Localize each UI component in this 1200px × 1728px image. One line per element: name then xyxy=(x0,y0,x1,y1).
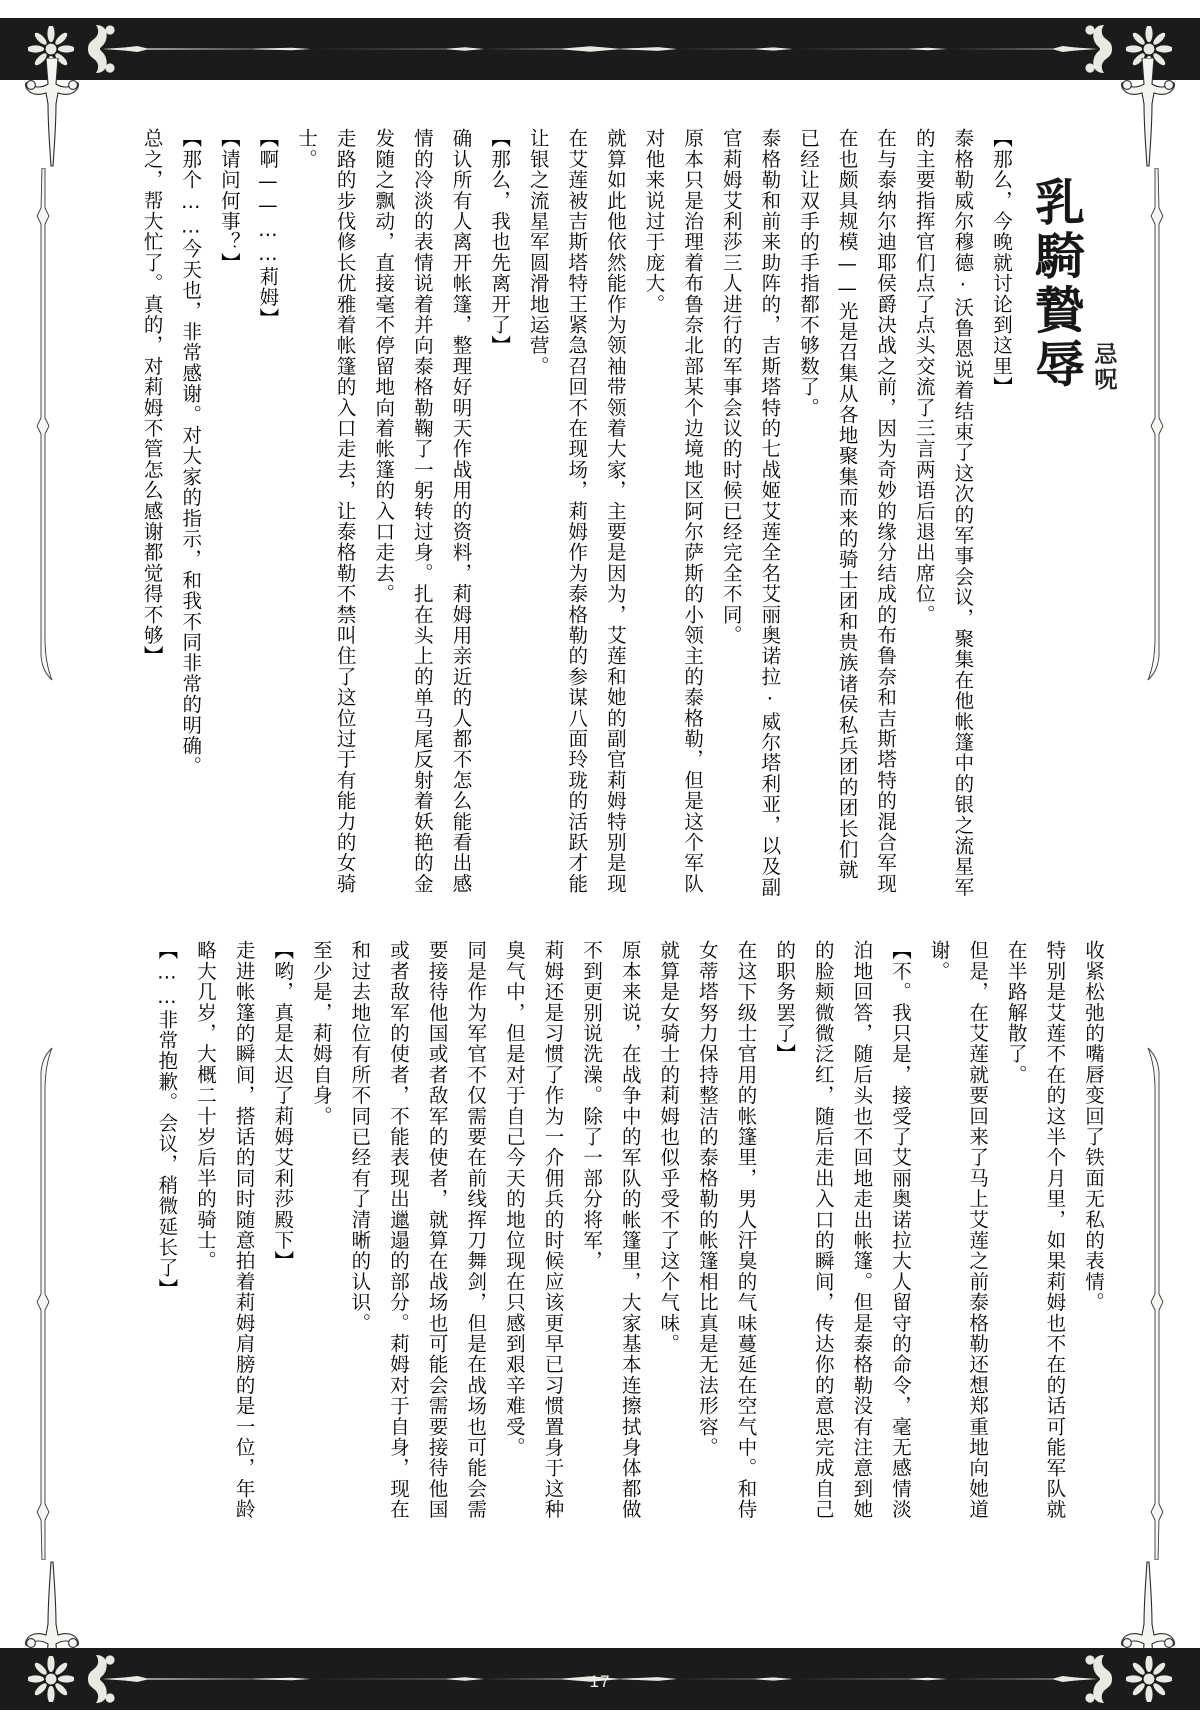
corner-drop-icon xyxy=(1118,58,1178,168)
story-paragraph: 【请问何事？】 xyxy=(217,128,241,273)
story-text-block-top xyxy=(140,128,1020,898)
story-paragraph: 【哟，真是太迟了莉姆艾利莎殿下】 xyxy=(271,940,295,1272)
story-paragraph: 【……非常抱歉。会议，稍微延长了】 xyxy=(155,940,179,1299)
story-paragraph: 就算是女骑士的莉姆也似乎受不了这个气味。 xyxy=(657,940,681,1354)
story-paragraph: 原本来说，在战争中的军队的帐篷里，大家基本连擦拭身体都做不到更别说洗澡。除了一部分将军， xyxy=(580,940,642,1520)
story-paragraph: 原本只是治理着布鲁奈北部某个边境地区阿尔萨斯的小领主的泰格勒，但是这个军队对他来说过于庞大。 xyxy=(642,128,705,894)
side-rule-icon xyxy=(1144,1000,1170,1560)
story-paragraph: 特别是艾莲不在的这半个月里，如果莉姆也不在的话可能军队就在半路解散了。 xyxy=(1004,940,1067,1520)
chapter-title-block xyxy=(1018,176,1126,396)
thorn-rail-icon xyxy=(118,46,1082,52)
story-paragraph: 同是作为军官不仅需要在前线挥刀舞剑，但是在战场也可能会需要接待他国或者敌军的使者，就算在战场也可能会需要接待他国或者敌军的使者，不能表现出邋遢的部分。莉姆对于自身，现在和过去地位有所不同已经有了清晰的认识。 xyxy=(348,940,488,1520)
story-paragraph: 莉姆还是习惯了作为一介佣兵的时候应该更早已习惯置身于这种臭气中，但是对于自己今天的地位现在只感到艰辛难受。 xyxy=(502,940,565,1520)
story-paragraph: 【那个……今天也，非常感谢。对大家的指示，和我不同非常的明确。 xyxy=(179,128,203,777)
corner-drop-icon xyxy=(22,58,82,168)
story-paragraph: 【啊——……莉姆】 xyxy=(256,128,280,329)
story-paragraph: 走路的步伐修长优雅着帐篷的入口走去，让泰格勒不禁叫住了这位过于有能力的女骑士。 xyxy=(295,128,357,894)
story-paragraph: 就算如此他依然能作为领袖带领着大家，主要是因为，艾莲和她的副官莉姆特别是现在艾莲被吉斯塔特王紧急召回不在现场，莉姆作为泰格勒的参谋八面玲珑的活跃才能让银之流星军圆滑地运营。 xyxy=(526,128,627,894)
story-paragraph: 在这下级士官用的帐篷里，男人汗臭的气味蔓延在空气中。和侍女蒂塔努力保持整洁的泰格勒的帐篷相比真是无法形容。 xyxy=(695,940,758,1520)
story-paragraph: 【那么，我也先离开了】 xyxy=(488,128,512,356)
page-subtitle: 忌呪 xyxy=(1090,342,1118,392)
side-rule-icon xyxy=(30,168,56,728)
story-paragraph: 【不。我只是，接受了艾丽奥诺拉大人留守的命令，毫无感情淡泊地回答，随后头也不回地走出帐篷。但是泰格勒没有注意到她的脸颊微微泛红，随后走出入口的瞬间，传达你的意思完成自己的职务罢了】 xyxy=(773,940,912,1520)
scroll-flourish-icon xyxy=(1070,21,1114,77)
story-paragraph: 在与泰纳尔迪耶侯爵决战之前，因为奇妙的缘分结成的布鲁奈和吉斯塔特的混合军现在也颇具规模——光是召集从各地聚集而来的骑士团和贵族诸侯私兵团的团长们就已经让双手的手指都不够数了。 xyxy=(796,128,898,894)
side-rule-icon xyxy=(30,1000,56,1560)
story-paragraph: 泰格勒和前来助阵的，吉斯塔特的七战姬艾莲全名艾丽奥诺拉·威尔塔利亚，以及副官莉姆艾利莎三人进行的军事会议的时候已经完全不同。 xyxy=(719,128,782,898)
story-paragraph: 确认所有人离开帐篷，整理好明天作战用的资料，莉姆用亲近的人都不怎么能看出感情的冷淡的表情说着并向泰格勒鞠了一躬转过身。扎在头上的单马尾反射着妖艳的金发随之飘动，直接毫不停留地向着帐篷的入口走去。 xyxy=(372,128,473,894)
story-paragraph: 总之，帮大忙了。真的，对莉姆不管怎么感谢都觉得不够】 xyxy=(140,128,164,667)
page-title: 乳騎贄辱 xyxy=(1026,175,1086,393)
story-paragraph: 走进帐篷的瞬间，搭话的同时随意拍着莉姆肩膀的是一位，年龄略大几岁，大概二十岁后半的骑士。 xyxy=(193,940,256,1520)
side-rule-icon xyxy=(1144,168,1170,728)
story-paragraph: 至少是，莉姆自身。 xyxy=(309,940,333,1127)
story-paragraph: 【那么，今晚就讨论到这里】 xyxy=(990,128,1013,398)
top-ornament-band xyxy=(0,18,1200,80)
story-text-block-bottom xyxy=(155,940,1112,1530)
story-paragraph: 收紧松弛的嘴唇变回了铁面无私的表情。 xyxy=(1082,940,1105,1313)
story-paragraph: 泰格勒威尔穆德·沃鲁恩说着结束了这次的军事会议，聚集在他帐篷中的银之流星军的主要指挥官们点了点头交流了三言两语后退出席位。 xyxy=(912,128,975,898)
story-paragraph: 但是，在艾莲就要回来了马上艾莲之前泰格勒还想郑重地向她道谢。 xyxy=(927,940,990,1520)
page-number: 17 xyxy=(589,1672,611,1691)
